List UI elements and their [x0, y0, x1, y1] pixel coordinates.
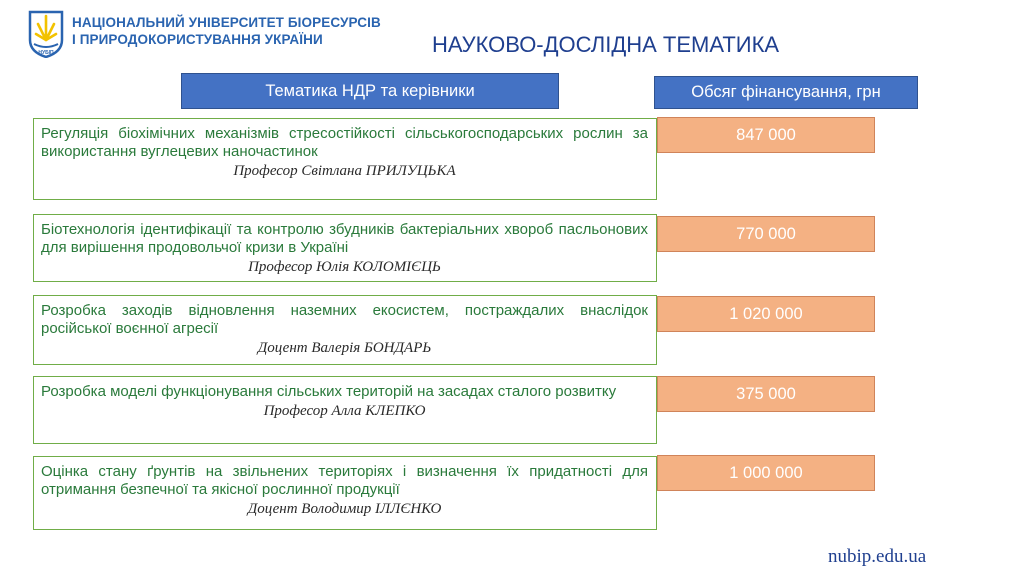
topic-lead: Професор Алла КЛЕПКО	[263, 403, 426, 419]
topic-title: Регуляція біохімічних механізмів стресостійкості сільськогосподарських рослин за використання вуглецевих наночастинок	[41, 125, 648, 160]
funding-column-header: Обсяг фінансування, грн	[654, 76, 918, 109]
research-topic-card	[33, 456, 657, 530]
topics-column-header: Тематика НДР та керівники	[181, 73, 559, 109]
university-name-line2: І ПРИРОДОКОРИСТУВАННЯ УКРАЇНИ	[72, 32, 323, 47]
topic-title: Розробка моделі функціонування сільських територій на засадах сталого розвитку	[41, 383, 617, 400]
funding-amount: 1 000 000	[657, 455, 875, 491]
topic-lead: Професор Світлана ПРИЛУЦЬКА	[233, 163, 456, 179]
research-topic-card	[33, 295, 657, 365]
research-topic-card	[33, 376, 657, 444]
topic-lead: Професор Юлія КОЛОМІЄЦЬ	[248, 259, 441, 275]
funding-amount: 1 020 000	[657, 296, 875, 332]
research-topic-card	[33, 118, 657, 200]
funding-amount: 770 000	[657, 216, 875, 252]
topic-title: Біотехнологія ідентифікації та контролю збудників бактеріальних хвороб пасльонових для вирішення продовольчої кризи в Україні	[41, 221, 648, 256]
footer-url-link[interactable]: nubip.edu.ua	[828, 546, 927, 567]
funding-amount: 847 000	[657, 117, 875, 153]
university-name	[72, 14, 381, 48]
university-name-line1: НАЦІОНАЛЬНИЙ УНІВЕРСИТЕТ БІОРЕСУРСІВ	[72, 15, 381, 30]
page-title: НАУКОВО-ДОСЛІДНА ТЕМАТИКА	[432, 32, 780, 57]
topic-title: Оцінка стану ґрунтів на звільнених територіях і визначення їх придатності для отримання безпечної та якісної рослинної продукції	[41, 463, 648, 498]
funding-amount: 375 000	[657, 376, 875, 412]
university-crest-icon	[28, 10, 64, 58]
topic-title: Розробка заходів відновлення наземних екосистем, постраждалих внаслідок російської воєнної агресії	[41, 302, 648, 337]
topic-lead: Доцент Валерія БОНДАРЬ	[257, 340, 432, 356]
university-logo[interactable]	[28, 10, 381, 60]
research-topic-card	[33, 214, 657, 282]
topic-lead: Доцент Володимир ІЛЛЄНКО	[247, 501, 442, 517]
crest-label: НУБІП	[38, 50, 54, 56]
